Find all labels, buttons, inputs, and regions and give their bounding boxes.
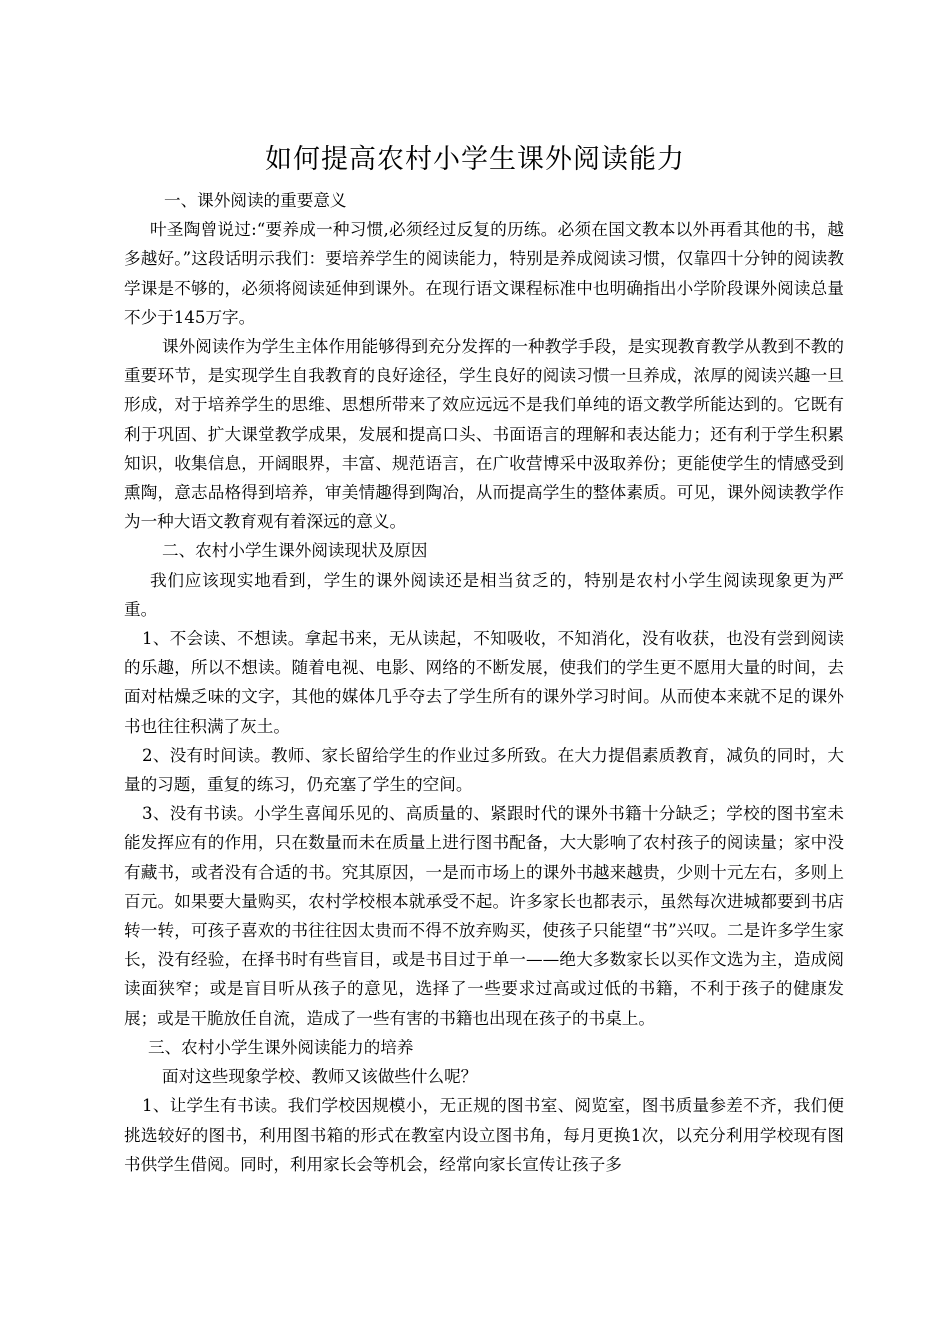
document-body [124, 186, 844, 1179]
paragraph: 我们应该现实地看到，学生的课外阅读还是相当贫乏的，特别是农村小学生阅读现象更为严重。 [124, 570, 844, 619]
paragraph: 叶圣陶曾说过:“要养成一种习惯,必须经过反复的历练。必须在国文教本以外再看其他的书，越多越好。”这段话明示我们：要培养学生的阅读能力，特别是养成阅读习惯，仅靠四十分钟的阅读教学课是不够的，必须将阅读延伸到课外。在现行语文课程标准中也明确指出小学阶段课外阅读总量不少于145万字。 [124, 220, 844, 327]
paragraph: 课外阅读作为学生主体作用能够得到充分发挥的一种教学手段，是实现教育教学从教到不教的重要环节，是实现学生自我教育的良好途径，学生良好的阅读习惯一旦养成，浓厚的阅读兴趣一旦形成，对于培养学生的思维、思想所带来了效应远远不是我们单纯的语文教学所能达到的。它既有利于巩固、扩大课堂教学成果，发展和提高口头、书面语言的理解和表达能力；还有利于学生积累知识，收集信息，开阔眼界，丰富、规范语言，在广收营博采中汲取养份；更能使学生的情感受到熏陶，意志品格得到培养，审美情趣得到陶冶，从而提高学生的整体素质。可见，课外阅读教学作为一种大语文教育观有着深远的意义。 [124, 337, 844, 532]
section-heading-1: 一、课外阅读的重要意义 [164, 191, 347, 210]
section-heading-3: 三、农村小学生课外阅读能力的培养 [148, 1037, 414, 1057]
paragraph: 2、没有时间读。教师、家长留给学生的作业过多所致。在大力提倡素质教育，减负的同时，大量的习题，重复的练习，仍充塞了学生的空间。 [124, 745, 844, 795]
paragraph: 3、没有书读。小学生喜闻乐见的、高质量的、紧跟时代的课外书籍十分缺乏；学校的图书室未能发挥应有的作用，只在数量而未在质量上进行图书配备，大大影响了农村孩子的阅读量；家中没有藏书，或者没有合适的书。究其原因，一是而市场上的课外书越来越贵，少则十元左右，多则上百元。如果要大量购买，农村学校根本就承受不起。许多家长也都表示，虽然每次进城都要到书店转一转，可孩子喜欢的书往往因太贵而不得不放弃购买，使孩子只能望“书”兴叹。二是许多学生家长，没有经验，在择书时有些盲目，或是书目过于单一——绝大多数家长以买作文选为主，造成阅读面狭窄；或是盲目听从孩子的意见，选择了一些要求过高或过低的书籍，不利于孩子的健康发展；或是干脆放任自流，造成了一些有害的书籍也出现在孩子的书桌上。 [124, 804, 844, 1028]
section-heading-2: 二、农村小学生课外阅读现状及原因 [162, 541, 428, 561]
paragraph: 1、不会读、不想读。拿起书来，无从读起，不知吸收，不知消化，没有收获，也没有尝到阅读的乐趣，所以不想读。随着电视、电影、网络的不断发展，使我们的学生更不愿用大量的时间，去面对枯燥乏味的文字，其他的媒体几乎夺去了学生所有的课外学习时间。从而使本来就不足的课外书也往往积满了灰土。 [124, 629, 844, 736]
document-title: 如何提高农村小学生课外阅读能力 [265, 144, 685, 175]
paragraph: 面对这些现象学校、教师又该做些什么呢？ [162, 1067, 478, 1087]
paragraph: 1、让学生有书读。我们学校因规模小，无正规的图书室、阅览室，图书质量参差不齐，我们便挑选较好的图书，利用图书箱的形式在教室内设立图书角，每月更换1次，以充分利用学校现有图书供学生借阅。同时，利用家长会等机会，经常向家长宣传让孩子多 [124, 1096, 844, 1174]
